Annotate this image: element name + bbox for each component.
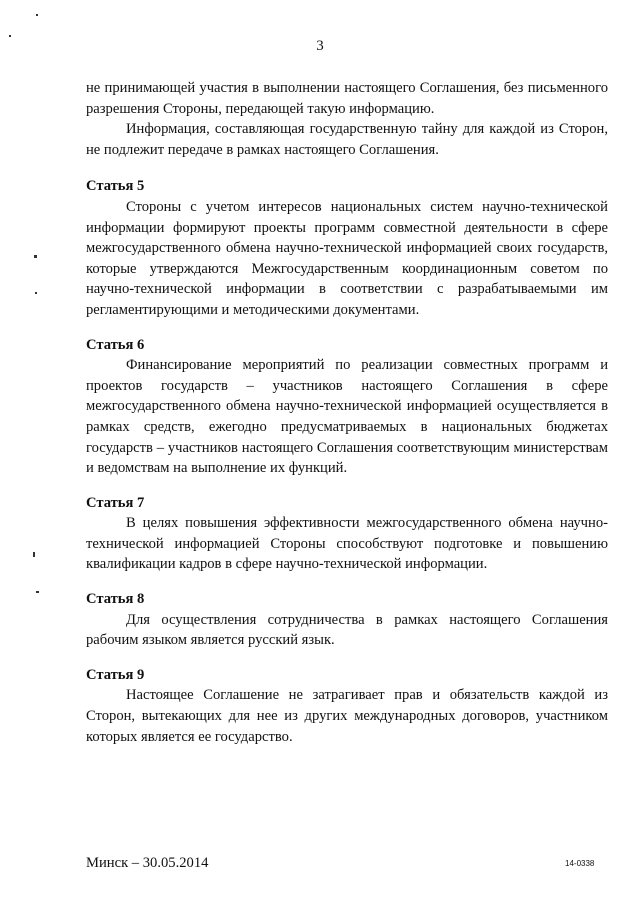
- scan-speck: [36, 591, 39, 593]
- scan-speck: [33, 552, 35, 557]
- intro-paragraph: не принимающей участия в выполнении настоящего Соглашения, без письменного разрешения Стороны, передающей такую информацию.: [86, 80, 608, 117]
- article-9: [86, 665, 608, 747]
- scan-speck: [36, 14, 38, 16]
- article-text: Стороны с учетом интересов национальных систем научно-технической информации формируют проекты программ совместной деятельности в сфере межгосударственного обмена научно-технической информацией своих государств, которые утверждаются Межгосударственным координационным советом по научно-технической информации в соответствии с разрабатываемыми им регламентирующими и методическими документами.: [86, 198, 608, 318]
- footer-doc-code: 14-0338: [565, 859, 595, 868]
- article-8: [86, 589, 608, 651]
- document-body: [86, 78, 608, 747]
- article-title: Статья 7: [86, 494, 145, 511]
- article-text: Финансирование мероприятий по реализации совместных программ и проектов государств – участников настоящего Соглашения в сфере межгосударственного обмена научно-технической информацией осуществляется в рамках средств, ежегодно предусматриваемых в национальных бюджетах государств – участников настоящего Соглашения соответствующим министерствам и ведомствам на выполнение их функций.: [86, 357, 608, 477]
- scan-speck: [34, 255, 37, 258]
- footer-place-date: Минск – 30.05.2014: [86, 855, 209, 871]
- scan-speck: [9, 35, 11, 37]
- scan-speck: [35, 292, 37, 294]
- article-text: Для осуществления сотрудничества в рамках настоящего Соглашения рабочим языком является русский язык.: [86, 611, 608, 649]
- article-text: В целях повышения эффективности межгосударственного обмена научно-технической информацией Стороны способствуют подготовке и повышению квалификации кадров в сфере научно-технической информации.: [86, 515, 608, 573]
- article-title: Статья 6: [86, 336, 145, 353]
- intro-paragraph: Информация, составляющая государственную тайну для каждой из Сторон, не подлежит передаче в рамках настоящего Соглашения.: [86, 121, 608, 158]
- article-title: Статья 8: [86, 591, 145, 608]
- article-title: Статья 9: [86, 666, 145, 683]
- article-7: [86, 493, 608, 575]
- article-text: Настоящее Соглашение не затрагивает прав и обязательств каждой из Сторон, вытекающих для нее из других международных договоров, участником которых является ее государство.: [86, 687, 608, 745]
- page-number: 3: [316, 38, 324, 54]
- article-5: [86, 176, 608, 320]
- article-title: Статья 5: [86, 178, 145, 195]
- article-6: [86, 335, 608, 479]
